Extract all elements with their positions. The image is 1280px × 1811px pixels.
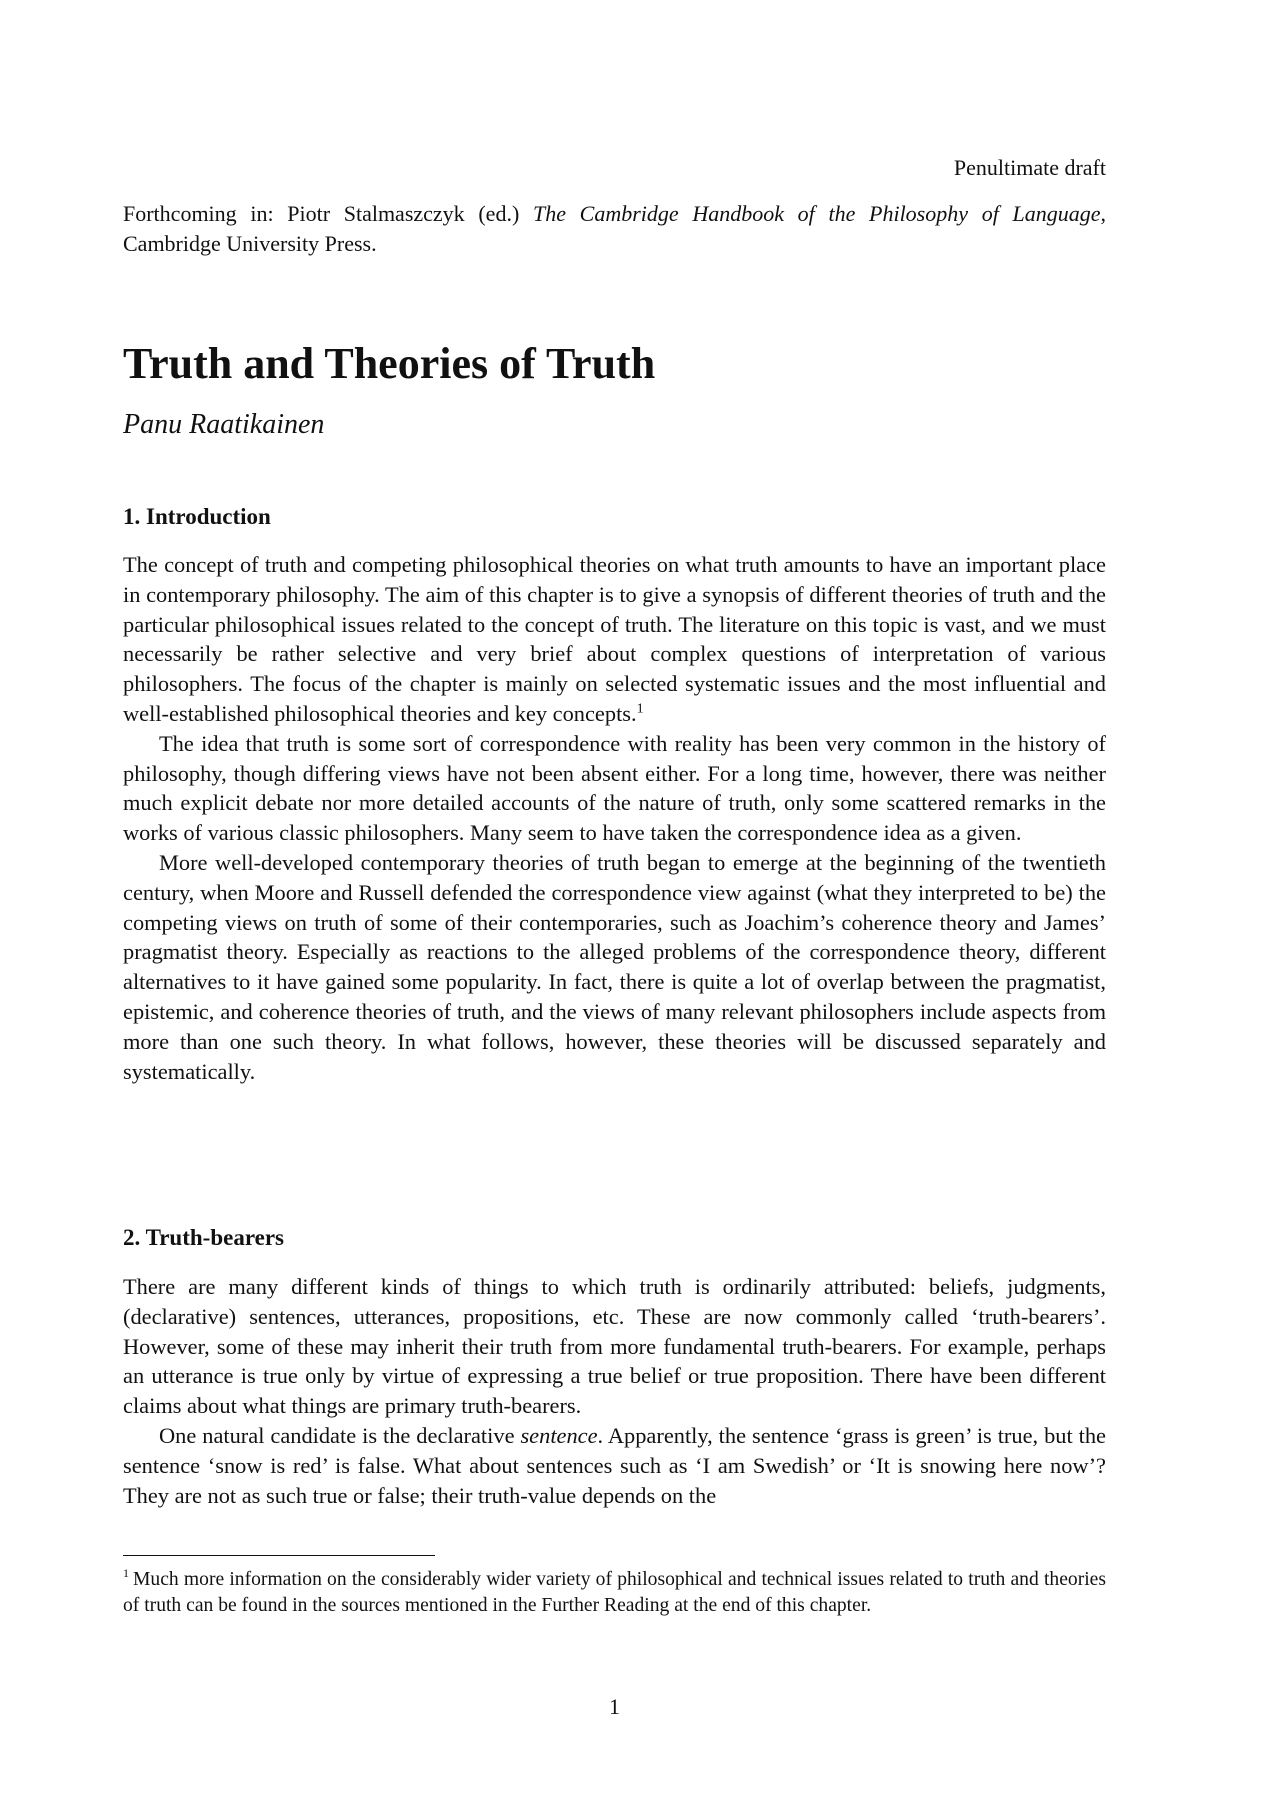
footnote-number: 1 [123,1566,129,1581]
publisher-suffix: , Cambridge University Press. [123,201,1106,256]
book-title: The Cambridge Handbook of the Philosophy of Language [532,201,1101,226]
page-number: 1 [609,1694,620,1719]
paragraph: More well-developed contemporary theories of truth began to emerge at the beginning of the twentieth century, when Moore and Russell defended the correspondence view against (what they interpreted to be) the competing views on truth of some of their contemporaries, such as Joachim’s coherence theory and James’ pragmatist theory. Especially as reactions to the alleged problems of the correspondence theory, different alternatives to it have gained some popularity. In fact, there is quite a lot of overlap between the pragmatist, epistemic, and coherence theories of truth, and the views of many relevant philosophers include aspects from more than one such theory. In what follows, however, these theories will be discussed separately and systematically. [123,849,1106,1084]
draft-label: Penultimate draft [953,155,1106,180]
footnote-divider [123,1555,435,1556]
emphasis: sentence [520,1422,598,1448]
paragraph: The idea that truth is some sort of correspondence with reality has been very common in the history of philosophy, though differing views have not been absent either. For a long time, however, there was neither much explicit debate nor more detailed accounts of the nature of truth, only some scattered remarks in the works of various classic philosophers. Many seem to have taken the correspondence idea as a given. [123,730,1106,846]
forthcoming-prefix: Forthcoming in: Piotr Stalmaszczyk (ed.) [123,201,533,226]
footnote [123,1567,1106,1619]
paragraph-text: . Apparently, the sentence ‘grass is green’ is true, but the sentence ‘snow is red’ is false. What about sentences such as ‘I am Swedish’ or ‘It is snowing here now’? They are not as such true or false; their truth-value depends on the [123,1422,1106,1508]
footnote-text: Much more information on the considerably wider variety of philosophical and technical issues related to truth and theories of truth can be found in the sources mentioned in the Further Reading at the end of this chapter. [123,1569,1106,1616]
paragraph [123,1421,1106,1510]
article-author: Panu Raatikainen [123,409,325,440]
paragraph: There are many different kinds of things to which truth is ordinarily attributed: beliefs, judgments, (declarative) sentences, utterances, propositions, etc. These are now commonly called ‘truth-bearers’. However, some of these may inherit their truth from more fundamental truth-bearers. For example, perhaps an utterance is true only by virtue of expressing a true belief or true proposition. There have been different claims about what things are primary truth-bearers. [123,1274,1106,1419]
paragraph [123,550,1106,729]
article-title: Truth and Theories of Truth [123,339,656,388]
footnote-ref[interactable]: 1 [636,701,644,717]
section-introduction-body [123,550,1106,1086]
section-heading-introduction: 1. Introduction [123,504,271,529]
forthcoming-note [123,199,1106,259]
paper-page [123,0,1106,1811]
section-heading-truth-bearers: 2. Truth-bearers [123,1225,284,1250]
section-truth-bearers-body [123,1272,1106,1510]
paragraph-text: The concept of truth and competing philosophical theories on what truth amounts to have an important place in contemporary philosophy. The aim of this chapter is to give a synopsis of different theories of truth and the particular philosophical issues related to the concept of truth. The literature on this topic is vast, and we must necessarily be rather selective and very brief about complex questions of interpretation of various philosophers. The focus of the chapter is mainly on selected systematic issues and the most influential and well-established philosophical theories and key concepts. [123,552,1106,726]
paragraph-text: One natural candidate is the declarative [159,1422,521,1448]
